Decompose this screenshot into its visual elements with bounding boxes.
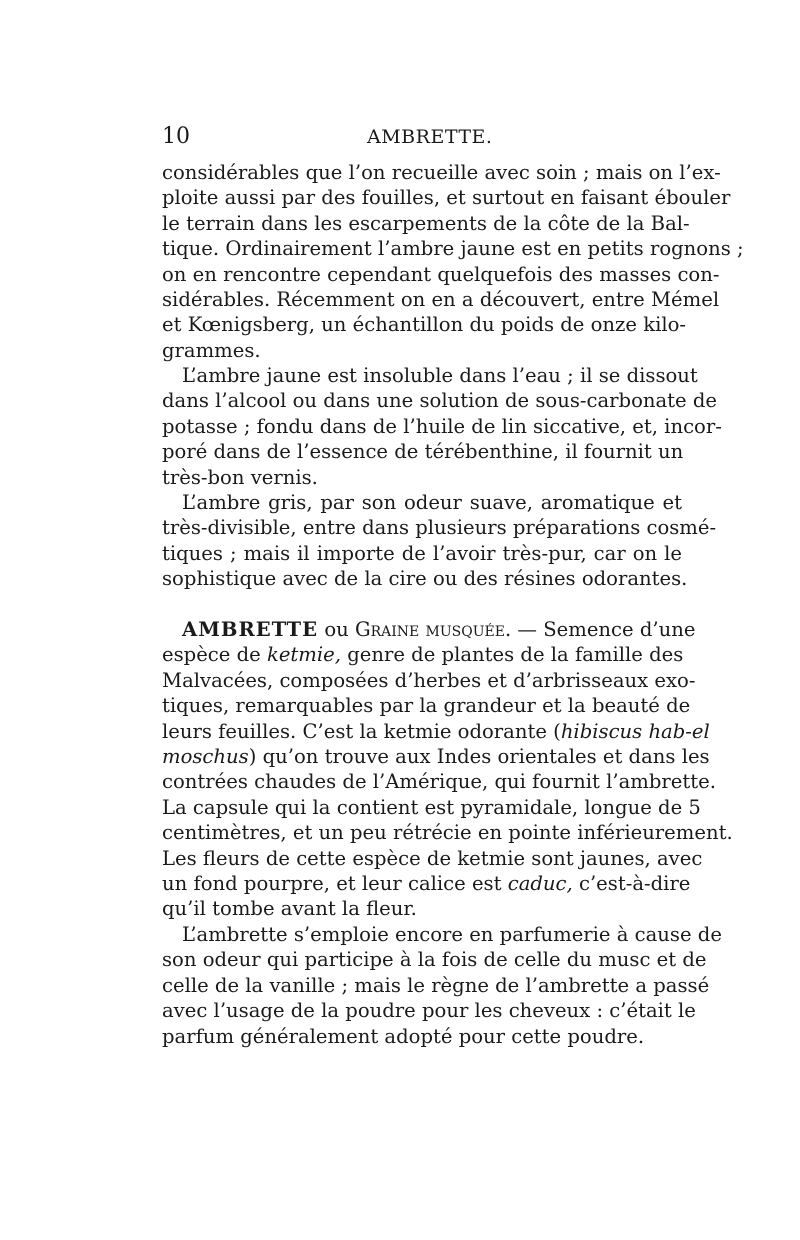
text-line: ploite aussi par des fouilles, et surtout en faisant ébouler: [162, 186, 731, 210]
paragraph-amber-continuation: [162, 160, 744, 363]
entry-alt-name: Graine musquée.: [354, 618, 512, 641]
text-line: son odeur qui participe à la fois de celle du musc et de: [162, 948, 707, 972]
text-line: [162, 744, 710, 769]
text-line: tiques ; mais il importe de l’avoir très-pur, car on le: [162, 541, 682, 565]
text-line: sidérables. Récemment on en a découvert, entre Mémel: [162, 288, 720, 312]
italic-term: caduc,: [507, 872, 573, 896]
text-line: dans l’alcool ou dans une solution de sous-carbonate de: [162, 389, 717, 413]
text-span: genre de plantes de la famille des: [347, 643, 684, 667]
entry-ambrette: [162, 617, 733, 922]
entry-first-line: [162, 617, 696, 642]
paragraph-grey-amber: [162, 490, 717, 592]
text-line: considérables que l’on recueille avec soin ; mais on l’ex-: [162, 161, 721, 184]
paragraph-yellow-amber: [162, 363, 722, 490]
italic-term: hibiscus hab-el: [560, 719, 710, 743]
text-span: c’est-à-dire: [578, 872, 691, 896]
text-span: ) qu’on trouve aux Indes orientales et dans les: [248, 745, 710, 769]
italic-term: ketmie,: [266, 643, 341, 667]
running-title: AMBRETTE.: [367, 126, 493, 148]
page-header: [162, 122, 692, 152]
text-line: le terrain dans les escarpements de la côte de la Bal-: [162, 211, 690, 235]
text-span: un fond pourpre, et leur calice est: [162, 872, 502, 896]
page-number: 10: [162, 124, 190, 149]
text-line: celle de la vanille ; mais le règne de l’ambrette a passé: [162, 973, 710, 997]
entry-headword: AMBRETTE: [182, 618, 319, 641]
text-span: leurs feuilles. C’est la ketmie odorante (: [162, 719, 561, 743]
text-line: centimètres, et un peu rétrécie en pointe inférieurement.: [162, 821, 733, 845]
text-line: parfum généralement adopté pour cette poudre.: [162, 1024, 645, 1048]
entry-connector: ou: [324, 618, 349, 641]
text-line: grammes.: [162, 338, 261, 362]
text-line: et Kœnigsberg, un échantillon du poids de onze kilo-: [162, 313, 687, 337]
text-line: avec l’usage de la poudre pour les cheveux : c’était le: [162, 999, 696, 1023]
text-line: sophistique avec de la cire ou des résines odorantes.: [162, 567, 688, 591]
text-line: L’ambre jaune est insoluble dans l’eau ; il se dissout: [182, 364, 698, 387]
text-line: qu’il tombe avant la fleur.: [162, 897, 417, 921]
text-line: poré dans de l’essence de térébenthine, il fournit un: [162, 440, 684, 464]
text-line: L’ambre gris, par son odeur suave, aromatique et: [182, 491, 682, 514]
entry-first-line-rest: — Semence d’une: [517, 618, 696, 641]
text-line: [162, 719, 710, 744]
text-line: tiques, remarquables par la grandeur et la beauté de: [162, 694, 691, 718]
text-line: La capsule qui la contient est pyramidale, longue de 5: [162, 795, 701, 819]
text-line: Les fleurs de cette espèce de ketmie sont jaunes, avec: [162, 846, 703, 870]
paragraph-ambrette-perfumery: [162, 922, 722, 1049]
text-line: [162, 871, 691, 896]
text-line: potasse ; fondu dans de l’huile de lin siccative, et, incor-: [162, 414, 722, 438]
text-line: Malvacées, composées d’herbes et d’arbrisseaux exo-: [162, 668, 696, 692]
text-line: très-bon vernis.: [162, 465, 318, 489]
text-line: on en rencontre cependant quelquefois des masses con-: [162, 262, 720, 286]
text-span: espèce de: [162, 643, 261, 667]
text-line: contrées chaudes de l’Amérique, qui fournit l’ambrette.: [162, 770, 716, 794]
text-line: [162, 642, 682, 667]
text-line: tique. Ordinairement l’ambre jaune est en petits rognons ;: [162, 237, 744, 261]
italic-term: moschus: [162, 745, 249, 769]
text-line: très-divisible, entre dans plusieurs préparations cosmé-: [162, 516, 717, 540]
text-line: L’ambrette s’emploie encore en parfumerie à cause de: [182, 923, 722, 946]
